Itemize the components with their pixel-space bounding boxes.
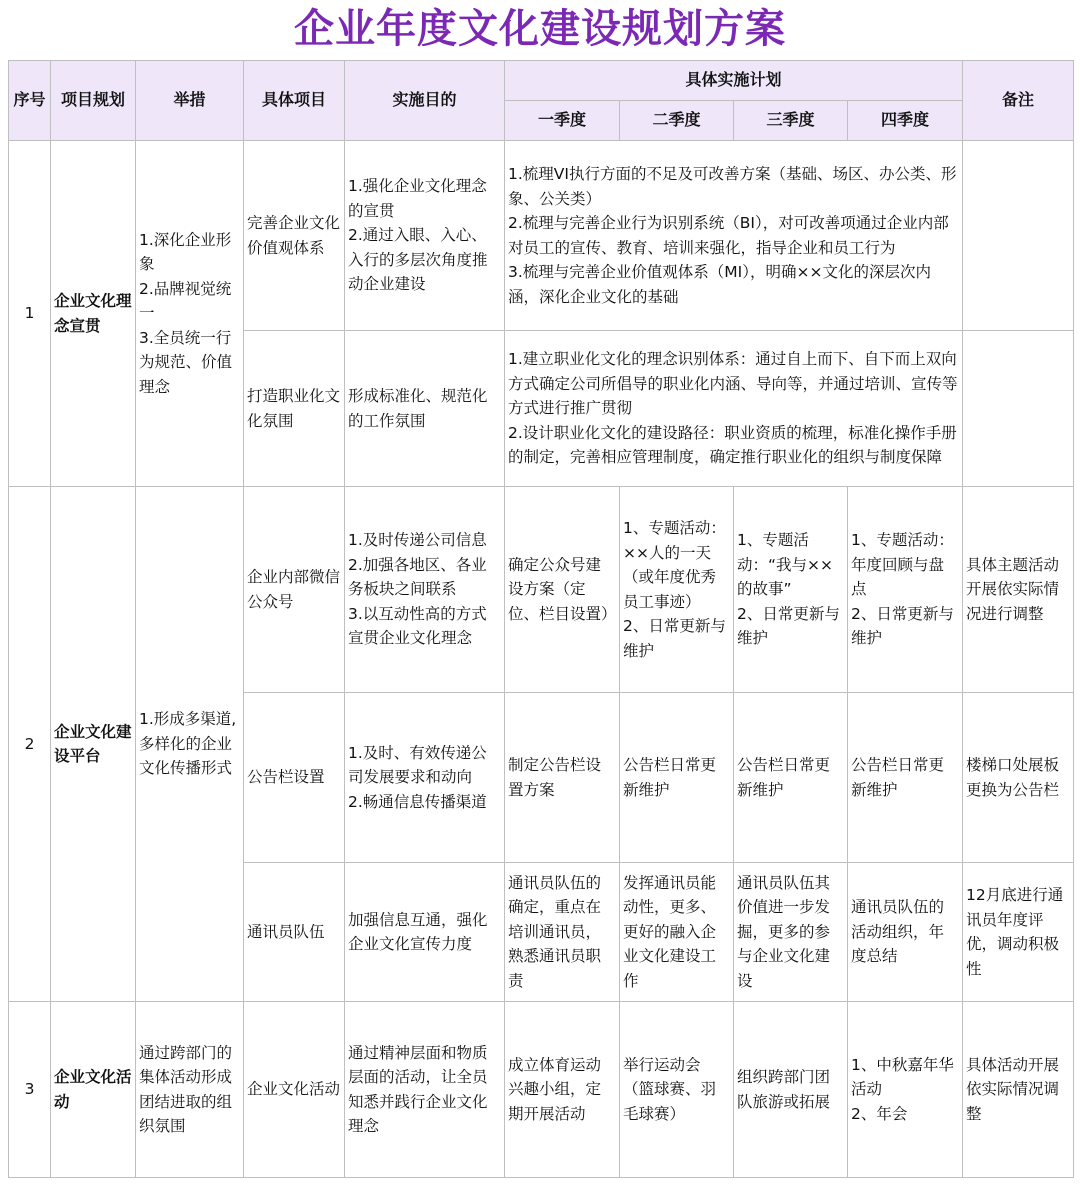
remark-cell: 具体主题活动开展依实际情况进行调整	[963, 487, 1074, 693]
header-q2: 二季度	[620, 101, 734, 141]
purpose-cell: 形成标准化、规范化的工作氛围	[345, 331, 505, 487]
q1-cell: 确定公众号建设方案（定位、栏目设置）	[505, 487, 620, 693]
purpose-cell: 1.及时、有效传递公司发展要求和动向 2.畅通信息传播渠道	[345, 693, 505, 863]
q3-cell: 公告栏日常更新维护	[734, 693, 848, 863]
seq-cell: 3	[9, 1002, 51, 1178]
item-cell: 企业内部微信公众号	[244, 487, 345, 693]
project-cell: 企业文化建设平台	[51, 487, 136, 1002]
table-row	[9, 1002, 1074, 1178]
item-cell: 完善企业文化价值观体系	[244, 141, 345, 331]
header-item: 具体项目	[244, 61, 345, 141]
q3-cell: 组织跨部门团队旅游或拓展	[734, 1002, 848, 1178]
remark-cell: 12月底进行通讯员年度评优，调动积极性	[963, 863, 1074, 1002]
q4-cell: 通讯员队伍的活动组织，年度总结	[848, 863, 963, 1002]
header-remark: 备注	[963, 61, 1074, 141]
table-row	[9, 487, 1074, 693]
item-cell: 公告栏设置	[244, 693, 345, 863]
plan-cell: 1.建立职业化文化的理念识别体系：通过自上而下、自下而上双向方式确定公司所倡导的职业化内涵、导向等，并通过培训、宣传等方式进行推广贯彻 2.设计职业化文化的建设路径：职业资质的梳理，标准化操作手册的制定，完善相应管理制度，确定推行职业化的组织与制度保障	[505, 331, 963, 487]
q2-cell: 举行运动会（篮球赛、羽毛球赛）	[620, 1002, 734, 1178]
plan-cell: 1.梳理VI执行方面的不足及可改善方案（基础、场区、办公类、形象、公关类） 2.梳理与完善企业行为识别系统（BI），对可改善项通过企业内部对员工的宣传、教育、培训来强化，指导企业和员工行为 3.梳理与完善企业价值观体系（MI），明确××文化的深层次内涵，深化企业文化的基础	[505, 141, 963, 331]
header-seq: 序号	[9, 61, 51, 141]
header-project: 项目规划	[51, 61, 136, 141]
item-cell: 打造职业化文化氛围	[244, 331, 345, 487]
measures-cell: 通过跨部门的集体活动形成团结进取的组织氛围	[136, 1002, 244, 1178]
remark-cell	[963, 141, 1074, 331]
purpose-cell: 通过精神层面和物质层面的活动，让全员知悉并践行企业文化理念	[345, 1002, 505, 1178]
table-row	[9, 141, 1074, 331]
seq-cell: 1	[9, 141, 51, 487]
header-purpose: 实施目的	[345, 61, 505, 141]
item-cell: 通讯员队伍	[244, 863, 345, 1002]
q4-cell: 公告栏日常更新维护	[848, 693, 963, 863]
project-cell: 企业文化活动	[51, 1002, 136, 1178]
q1-cell: 成立体育运动兴趣小组，定期开展活动	[505, 1002, 620, 1178]
q1-cell: 通讯员队伍的确定，重点在培训通讯员，熟悉通讯员职责	[505, 863, 620, 1002]
plan-table	[8, 60, 1074, 1178]
header-plan: 具体实施计划	[505, 61, 963, 101]
q4-cell: 1、中秋嘉年华活动 2、年会	[848, 1002, 963, 1178]
header-q4: 四季度	[848, 101, 963, 141]
remark-cell	[963, 331, 1074, 487]
purpose-cell: 1.及时传递公司信息 2.加强各地区、各业务板块之间联系 3.以互动性高的方式宣贯企业文化理念	[345, 487, 505, 693]
remark-cell: 楼梯口处展板更换为公告栏	[963, 693, 1074, 863]
q2-cell: 发挥通讯员能动性，更多、更好的融入企业文化建设工作	[620, 863, 734, 1002]
q1-cell: 制定公告栏设置方案	[505, 693, 620, 863]
purpose-cell: 1.强化企业文化理念的宣贯 2.通过入眼、入心、入行的多层次角度推动企业建设	[345, 141, 505, 331]
item-cell: 企业文化活动	[244, 1002, 345, 1178]
purpose-cell: 加强信息互通，强化企业文化宣传力度	[345, 863, 505, 1002]
page-title: 企业年度文化建设规划方案	[294, 6, 786, 52]
seq-cell: 2	[9, 487, 51, 1002]
header-q1: 一季度	[505, 101, 620, 141]
remark-cell: 具体活动开展依实际情况调整	[963, 1002, 1074, 1178]
header-measures: 举措	[136, 61, 244, 141]
measures-cell: 1.深化企业形象 2.品牌视觉统一 3.全员统一行为规范、价值理念	[136, 141, 244, 487]
q2-cell: 公告栏日常更新维护	[620, 693, 734, 863]
measures-cell: 1.形成多渠道, 多样化的企业文化传播形式	[136, 487, 244, 1002]
q2-cell: 1、专题活动：××人的一天（或年度优秀员工事迹） 2、日常更新与维护	[620, 487, 734, 693]
q3-cell: 通讯员队伍其价值进一步发掘，更多的参与企业文化建设	[734, 863, 848, 1002]
header-q3: 三季度	[734, 101, 848, 141]
q4-cell: 1、专题活动：年度回顾与盘点 2、日常更新与维护	[848, 487, 963, 693]
q3-cell: 1、专题活动：“我与××的故事” 2、日常更新与维护	[734, 487, 848, 693]
project-cell: 企业文化理念宣贯	[51, 141, 136, 487]
